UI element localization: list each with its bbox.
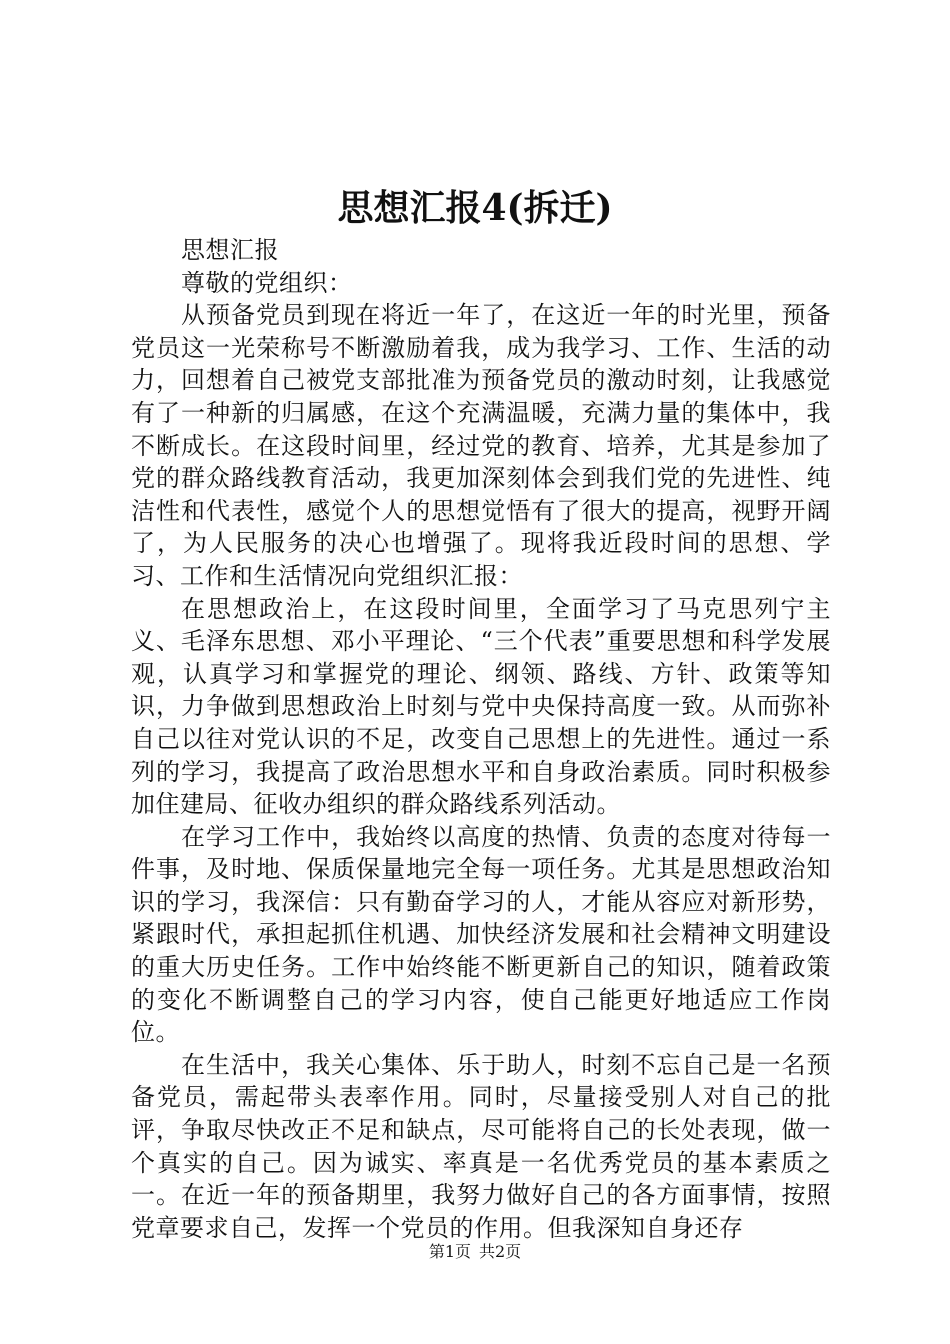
paragraph-intro: 从预备党员到现在将近一年了，在这近一年的时光里，预备党员这一光荣称号不断激励着我，成为我学习、工作、生活的动力，回想着自己被党支部批准为预备党员的激动时刻，让我感觉有了一种新的归属感，在这个充满温暖，充满力量的集体中，我不断成长。在这段时间里，经过党的教育、培养，尤其是参加了党的群众路线教育活动，我更加深刻体会到我们党的先进性、纯洁性和代表性，感觉个人的思想觉悟有了很大的提高，视野开阔了，为人民服务的决心也增强了。现将我近段时间的思想、学习、工作和生活情况向党组织汇报：: [131, 301, 831, 590]
paragraph-political: 在思想政治上，在这段时间里，全面学习了马克思列宁主义、毛泽东思想、邓小平理论、“三个代表”重要思想和科学发展观，认真学习和掌握党的理论、纲领、路线、方针、政策等知识，力争做到思想政治上时刻与党中央保持高度一致。从而弥补自己以往对党认识的不足，改变自己思想上的先进性。通过一系列的学习，我提高了政治思想水平和自身政治素质。同时积极参加住建局、征收办组织的群众路线系列活动。: [131, 594, 831, 819]
paragraph-study-work: 在学习工作中，我始终以高度的热情、负责的态度对待每一件事，及时地、保质保量地完全每一项任务。尤其是思想政治知识的学习，我深信：只有勤奋学习的人，才能从容应对新形势，紧跟时代，承担起抓住机遇、加快经济发展和社会精神文明建设的重大历史任务。工作中始终能不断更新自己的知识，随着政策的变化不断调整自己的学习内容，使自己能更好地适应工作岗位。: [131, 822, 831, 1047]
document-body: [131, 234, 831, 1244]
page-footer: [0, 1242, 950, 1262]
paragraph-life: 在生活中，我关心集体、乐于助人，时刻不忘自己是一名预备党员，需起带头表率作用。同时，尽量接受别人对自己的批评，争取尽快改正不足和缺点，尽可能将自己的长处表现，做一个真实的自己。因为诚实、率真是一名优秀党员的基本素质之一。在近一年的预备期里，我努力做好自己的各方面事情，按照党章要求自己，发挥一个党员的作用。但我深知自身还存: [131, 1050, 831, 1242]
document-heading: 思想汇报: [181, 236, 279, 264]
page-title: 思想汇报4(拆迁): [337, 187, 613, 229]
page-number: 第1页: [428, 1242, 471, 1261]
salutation: 尊敬的党组织：: [181, 268, 353, 297]
page-total: 共2页: [479, 1242, 522, 1261]
